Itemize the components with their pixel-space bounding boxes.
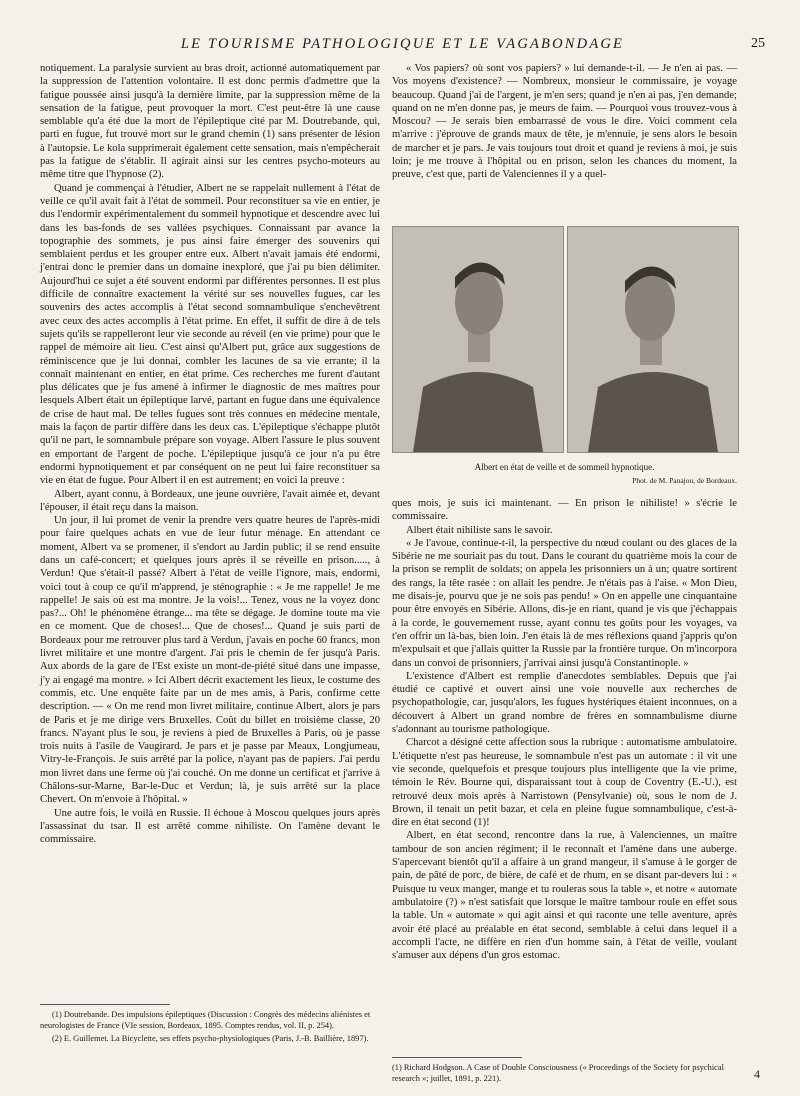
signature-mark: 4 [754,1067,760,1081]
paragraph: Albert était nihiliste sans le savoir. [406,524,553,536]
paragraph: Une autre fois, le voilà en Russie. Il échoue à Moscou quelques jours après l'assassinat du tsar. Il est arrêté comme nihiliste. On l'amène devant le commissaire. [40,807,380,846]
footnote: (2) E. Guillemet. La Bicyclette, ses effets psycho-physiologiques (Paris, J.-B. Baillière, 1897). [52,1034,369,1043]
page-number: 25 [751,36,765,51]
running-title: LE TOURISME PATHOLOGIQUE ET LE VAGABONDAGE [180,36,625,52]
paragraph: Quand je commençai à l'étudier, Albert ne se rappelait nullement à l'état de veille ce qu'il avait fait à l'état de sommeil. Pour reconstituer sa vie en entier, je dus l'endormir expérimentalement du sommeil hypnotique et descendre avec lui dans les bas-fonds de ses vallées psychiques. Connaissant par avance la topographie des sommets, je pus ainsi faire émerger des souvenirs qui semblaient perdus et les grouper entre eux. Albert n'avait jamais été endormi, j'entrai donc le premier dans un domaine inexploré, que j'ai pu bien délimiter. Aujourd'hui ce sujet a été souvent endormi par différentes personnes. Il est plus difficile de connaître exactement la vérité sur ses nouvelles fugues, car les souvenirs des actes accomplis à l'état second somnambulique s'enchevêtrent avec ceux des actes accomplis à l'état prime. En effet, il suffit de dire à de tels sujets qu'ils se rappelleront leur vie seconde au réveil (en vie prime) pour que le rappel de mémoire ait lieu. C'est ainsi qu'Albert put, grâce aux suggestions de réminiscence que je lui donnai, combler les lacunes de sa vie errante; il la connaît maintenant en entier, en état prime. Ces recherches me furent d'autant plus délicates que je fus amené à infirmer le diagnostic de mes maîtres pour lesquels Albert était un épileptique larvé, partant en fugue dans une équivalence de crise de haut mal. De telles fugues sont très connues en médecine mentale, mais la façon de partir diffère dans les deux cas. L'épileptique s'échappe plutôt qu'il ne part, le somnambule prépare son voyage. Albert l'assure le plus souvent en emportant de l'argent de poche. L'épileptique jusqu'à ce jour n'a pu être endormi hypnotiquement et par conséquent on ne peut lui faire reconstituer sa vie en état de fugue. Pour Albert il en est autrement; en voici la preuve : [40,182,380,487]
footnote-right: (1) Richard Hodgson. A Case of Double Consciousness (« Proceedings of the Society for psychical research »; juillet, 1891, p. 221). [392,1063,724,1083]
paragraph: Charcot a désigné cette affection sous la rubrique : automatisme ambulatoire. L'étiquette n'est pas heureuse, le somnambule n'est pas un automate : il vit une vie seconde, quelquefois et presque toujours plus intelligente que la vie prime, témoin le Rév. Bourne qui, disparaissant tout à coup de Coventry (E.-U.), est retrouvé deux mois après à Narristown (Pensylvanie) où, sous le nom de J. Brown, il tenait un petit bazar, et cela en pleine fugue somnambulique, c'est-à-dire en état second (1)! [392,737,737,829]
right-column-upper [392,62,737,182]
paragraph: Albert, en état second, rencontre dans la rue, à Valenciennes, un maître tambour de son ancien régiment; il le reconnaît et l'amène dans une auberge. S'apercevant bientôt qu'il a affaire à un grand mangeur, il s'amuse à le gorger de pain, de pâté de porc, de bière, de café et de rhum, en se disant par-devers lui : « Puisque tu veux manger, mange et tu rouleras sous la table », et notre « automate ambulatoire (?) » n'est satisfait que lorsque le maître tambour roule en effet sous la table. Un « automate » qui agit ainsi et qui raconte une telle aventure, après avoir été placé au préalable en état second, semblable à celui dans lequel il a accompli l'acte, ne diffère en rien d'un homme sain, à l'état de veille, voulant s'amuser aux dépens d'un gros estomac. [392,830,737,962]
paragraph: ques mois, je suis ici maintenant. — En prison le nihiliste! » s'écrie le commissaire. [392,498,737,523]
photo-hypnotic-sleep [567,226,739,453]
paragraph: « Je l'avoue, continue-t-il, la perspective du nœud coulant ou des glaces de la Sibérie ne me souriait pas du tout. Dans le courant du quatrième mois la cour de la prison se remplit de soldats; on appela les prisonniers un à un; quatre sortirent des rangs, la tête rasée : on allait les pendre. Je n'étais pas à l'aise. « Mon Dieu, me disais-je, pourvu que je ne sois pas pendu! » On en appelle une cinquantaine pour être envoyés en Sibérie. Allons, dis-je en riant, quand je vis que j'échappais à la corde, le gouvernement russe, ayant connu tes goûts pour les voyages, va t'en offrir un là-bas, bien loin. J'en étais là de mes réflexions quand j'appris qu'on m'expulsait et que j'allais quitter la Russie par la frontière turque. On m'incorpora dans un convoi de prisonniers, j'arrivai ainsi jusqu'à Constantinople. » [392,537,737,669]
footnote-divider [40,1004,170,1005]
photo-awake [392,226,564,453]
footnotes-left [40,1010,380,1048]
footnote: (1) Doutrebande. Des impulsions épileptiques (Discussion : Congrès des médecins aliénistes et neurologistes de France (VIe session, Bordeaux, 1895. Comptes rendus, vol. II, p. 254). [40,1010,371,1030]
photo-credit: Phot. de M. Panajou, de Bordeaux. [632,476,737,485]
paragraph: Albert, ayant connu, à Bordeaux, une jeune ouvrière, l'avait aimée et, devant l'épouser, il était reçu dans la maison. [40,488,380,513]
paragraph: L'existence d'Albert est remplie d'anecdotes semblables. Depuis que j'ai étudié ce captivé et ouvert ainsi une voie nouvelle aux recherches de psychopathologie, car, jusqu'alors, les fugues hystériques étaient inconnues, on a découvert à Albert un grand nombre de frères en somnambulisme diurne s'adonnant au tourisme pathologique. [392,670,737,736]
figure-caption: Albert en état de veille et de sommeil hypnotique. [474,462,655,472]
page-header [40,36,765,60]
figure [392,226,737,488]
paragraph: Un jour, il lui promet de venir la prendre vers quatre heures de l'après-midi pour faire quelques achats en vue de leur futur ménage. En attendant ce moment, Albert va se promener, il s'endort au Jardin public; il se rend ensuite dans un café-concert; et quelques jours après il se réveille en prison....., à Verdun! Que s'était-il passé? Albert à l'état de veille l'ignore, mais, endormi, voici tout à coup ce qu'il m'apprend, je sténographie : « Je me rappelle! Je me rappelle! Je sais où est ma montre. Je la vois!... Tenez, vous ne la voyez donc pas?... Oh! le phénomène étrange... ma tête se dégage. Je domine toute ma vie en ce moment. Que de choses!... Que de choses!... Quand je suis parti de Bordeaux pour me retrouver plus tard à Verdun, j'avais en poche 60 francs, mon livret militaire et une montre d'argent. J'ai pris le chemin de fer jusqu'à Paris. Aux abords de la gare de l'Est existe un mont-de-piété situé dans une impasse, j'y ai engagé ma montre. » Ici Albert décrit exactement les lieux, le costume des commis, etc. Une enquête faite par un de mes amis, à Paris, confirme cette description. — « On me rend mon livret militaire, continue Albert, alors je pars de Paris et je me dirige vers Bruxelles. Coût du billet en troisième classe, 20 francs. N'ayant plus le sou, je reviens à pied de Bruxelles à Paris, où je passe trois nuits à l'asile de Vaugirard. Je pars et je passe par Meaux, Longjumeau, Vitry-le-François. Je suis arrêté par la police, n'ayant pas de papiers. J'ai perdu mon livret dans une ferme où j'ai couché. On me donne un certificat et j'arrive à Châlons-sur-Marne, Bar-le-Duc et Verdun; là, je suis arrêté sur la place Chevert. On m'envoie à l'hôpital. » [40,515,380,806]
paragraph: notiquement. La paralysie survient au bras droit, actionné automatiquement par la suppression de l'attention volontaire. Il est donc permis d'admettre que la fatigue poussée ainsi jusqu'à la dernière limite, par la suppression même de la sensation de la fatigue, peut provoquer la mort. C'est peut-être là une cause semblable qu'a été due la mort de l'épileptique cité par M. Doutrebande, qui, parti en fugue, fut trouvé mort sur le grand chemin (1) sans présenter de lésion à l'autopsie. Le kola supprimerait également cette sensation, mais n'empêcherait pas la fatigue de s'établir. Il agirait ainsi sur les centres psycho-moteurs au même titre que l'hypnose (2). [40,63,380,181]
left-column [40,62,380,847]
paragraph: « Vos papiers? où sont vos papiers? » lui demande-t-il. — Je n'en ai pas. — Vos moyens d'existence? — Nombreux, monsieur le commissaire, je voyage beaucoup. Quand j'ai de l'argent, je m'en sers; quand je n'en ai pas, j'en demande; quand on ne m'en donne pas, je meurs de faim. — Pourquoi vous trouvez-vous à Moscou? — Je serais bien embarrassé de vous le dire. Voici comment cela m'arrive : j'éprouve de grands maux de tête, je m'ennuie, je sens alors le besoin de marcher et je pars. Je vais toujours tout droit et quand je reviens à moi, je suis loin; je me trouve à l'hôpital ou en prison, selon les chances du moment, la preuve, c'est que, parti de Valenciennes il y a quel- [392,63,737,181]
footnote-divider [392,1057,522,1058]
right-column-lower [392,497,737,962]
